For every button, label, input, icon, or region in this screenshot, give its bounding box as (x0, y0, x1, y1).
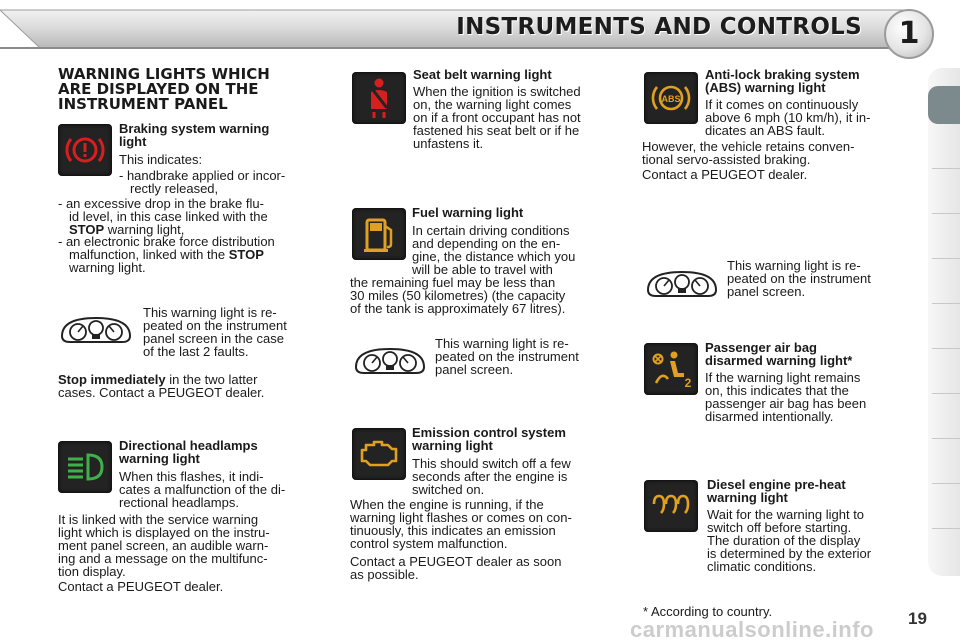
diesel-body (707, 508, 903, 573)
abs-body (705, 98, 903, 137)
abs-repeat-line: peated on the instrument (727, 271, 871, 286)
page-number: 19 (908, 609, 927, 628)
fuel-body-line: and depending on the en- (412, 236, 561, 251)
seatbelt-body (413, 85, 581, 150)
fuel-repeat-line: panel screen. (435, 362, 514, 377)
section-heading-line: WARNING LIGHTS WHICH (58, 65, 270, 83)
chapter-number: 1 (884, 9, 934, 59)
fuel-body-line: In certain driving conditions (412, 223, 570, 238)
fuel-body-line: will be able to travel with (412, 262, 553, 277)
emission-contact-line: Contact a PEUGEOT dealer as soon (350, 554, 562, 569)
emission-para-line: When the engine is running, if the (350, 497, 544, 512)
headlamps-body-line: When this flashes, it indi- (119, 469, 264, 484)
chapter-tab-divider (932, 303, 960, 304)
diesel-body-line: switch off before starting. (707, 520, 852, 535)
braking-title-line: light (119, 134, 147, 149)
chapter-tab-divider (932, 483, 960, 484)
fuel-paragraph (350, 276, 565, 315)
emission-para-line: warning light flashes or comes on con- (350, 510, 572, 525)
abs-repeat-note (727, 259, 903, 298)
braking-repeat-line: peated on the instrument (143, 318, 287, 333)
chapter-tab-divider (932, 438, 960, 439)
emission-body-line: This should switch off a few (412, 456, 571, 471)
stop-label: STOP (69, 222, 105, 237)
brake-warning-icon (58, 124, 112, 176)
airbag-body-line: disarmed intentionally. (705, 409, 834, 424)
page-header (0, 0, 960, 60)
fuel-para-line: 30 miles (50 kilometres) (the capacity (350, 288, 566, 303)
headlamps-para-line: ment panel screen, an audible warn- (58, 538, 269, 553)
braking-repeat-line: This warning light is re- (143, 305, 277, 320)
chapter-tabs[interactable] (928, 68, 960, 576)
emission-paragraph (350, 498, 572, 550)
abs-title-line: Anti-lock braking system (705, 67, 860, 82)
braking-item-line: malfunction, linked with the (69, 247, 229, 262)
braking-item-line: rectly released, (130, 181, 219, 196)
chapter-tab-divider (932, 168, 960, 169)
active-chapter-tab[interactable] (928, 86, 960, 124)
fuel-repeat-line: This warning light is re- (435, 336, 569, 351)
svg-text:2: 2 (684, 376, 692, 390)
emission-title-line: Emission control system (412, 425, 566, 440)
section-heading-line: ARE DISPLAYED ON THE (58, 80, 259, 98)
chapter-tab-divider (932, 258, 960, 259)
diesel-body-line: is determined by the exterior (707, 546, 872, 561)
abs-repeat-line: panel screen. (727, 284, 806, 299)
braking-repeat-line: of the last 2 faults. (143, 344, 249, 359)
headlamps-body-line: rectional headlamps. (119, 495, 239, 510)
braking-item-line: - an electronic brake force distribution (58, 234, 275, 249)
headlamps-contact: Contact a PEUGEOT dealer. (58, 579, 224, 594)
svg-text:ABS: ABS (661, 94, 681, 104)
diesel-title (707, 478, 846, 504)
seatbelt-body-line: fastened his seat belt or if he (413, 123, 580, 138)
section-heading-line: INSTRUMENT PANEL (58, 95, 228, 113)
airbag-title-line: disarmed warning light* (705, 353, 853, 368)
diesel-body-line: climatic conditions. (707, 559, 817, 574)
fuel-para-line: of the tank is approximately 67 litres). (350, 301, 566, 316)
abs-body-line: above 6 mph (10 km/h), it in- (705, 110, 871, 125)
headlamps-title-line: warning light (119, 451, 200, 466)
chapter-tab-divider (932, 348, 960, 349)
instrument-panel-screen-icon (60, 314, 132, 346)
chapter-tab-divider (932, 393, 960, 394)
page-title: INSTRUMENTS AND CONTROLS (456, 14, 862, 40)
instrument-panel-screen-icon (354, 345, 426, 377)
abs-paragraph (642, 140, 854, 166)
headlamps-para-line: It is linked with the service warning (58, 512, 259, 527)
emission-para-line: control system malfunction. (350, 536, 508, 551)
stop-immediately-text: cases. Contact a PEUGEOT dealer. (58, 385, 265, 400)
braking-item-line: warning light, (104, 222, 185, 237)
abs-body-line: dicates an ABS fault. (705, 123, 825, 138)
airbag-body-line: on, this indicates that the (705, 383, 849, 398)
directional-headlamps-icon (58, 441, 112, 493)
fuel-body (412, 224, 610, 276)
abs-para-line: tional servo-assisted braking. (642, 152, 811, 167)
seatbelt-body-line: unfastens it. (413, 136, 484, 151)
chapter-tab-divider (932, 528, 960, 529)
braking-item-line: warning light. (69, 260, 146, 275)
stop-immediately-text: in the two latter (165, 372, 258, 387)
abs-contact: Contact a PEUGEOT dealer. (642, 167, 808, 182)
emission-body-line: seconds after the engine is (412, 469, 568, 484)
fuel-title: Fuel warning light (412, 205, 524, 220)
braking-item-line: - an excessive drop in the brake flu- (58, 196, 264, 211)
airbag-title (705, 341, 852, 367)
fuel-body-line: gine, the distance which you (412, 249, 576, 264)
headlamps-para-line: ing and a message on the multifunc- (58, 551, 268, 566)
headlamps-para-line: tion display. (58, 564, 126, 579)
fuel-para-line: the remaining fuel may be less than (350, 275, 556, 290)
abs-title-line: (ABS) warning light (705, 80, 826, 95)
airbag-title-line: Passenger air bag (705, 340, 817, 355)
fuel-repeat-line: peated on the instrument (435, 349, 579, 364)
diesel-body-line: The duration of the display (707, 533, 861, 548)
headlamps-body (119, 470, 319, 509)
stop-label: STOP (228, 247, 264, 262)
abs-repeat-line: This warning light is re- (727, 258, 861, 273)
headlamps-body-line: cates a malfunction of the di- (119, 482, 286, 497)
braking-title (119, 122, 269, 148)
seatbelt-body-line: When the ignition is switched (413, 84, 581, 99)
passenger-airbag-disarmed-icon (644, 343, 698, 395)
seat-belt-warning-icon (352, 72, 406, 124)
engine-emission-icon (352, 428, 406, 480)
braking-repeat-note (143, 306, 319, 358)
abs-para-line: However, the vehicle retains conven- (642, 139, 855, 154)
airbag-body (705, 371, 903, 423)
abs-body-line: If it comes on continuously (705, 97, 859, 112)
braking-intro: This indicates: (119, 152, 203, 167)
headlamps-paragraph (58, 513, 270, 578)
chapter-tab-divider (932, 213, 960, 214)
seatbelt-body-line: on if a front occupant has not (413, 110, 581, 125)
emission-title (412, 426, 566, 452)
braking-item-line: - handbrake applied or incor- (119, 168, 286, 183)
emission-title-line: warning light (412, 438, 493, 453)
emission-para-line: tinuously, this indicates an emission (350, 523, 556, 538)
footnote: * According to country. (643, 604, 773, 619)
diesel-preheat-icon (644, 480, 698, 532)
headlamps-title-line: Directional headlamps (119, 438, 258, 453)
section-heading (58, 67, 308, 112)
diesel-title-line: Diesel engine pre-heat (707, 477, 846, 492)
instrument-panel-screen-icon (646, 268, 718, 300)
fuel-warning-icon (352, 208, 406, 260)
braking-title-line: Braking system warning (119, 121, 270, 136)
emission-contact-line: as possible. (350, 567, 419, 582)
headlamps-title (119, 439, 258, 465)
emission-body (412, 457, 610, 496)
braking-item-electronic (58, 235, 275, 274)
emission-contact (350, 555, 561, 581)
braking-repeat-line: panel screen in the case (143, 331, 284, 346)
stop-immediately-label: Stop immediately (58, 372, 166, 387)
braking-item-fluid (58, 197, 268, 236)
seatbelt-body-line: on, the warning light comes (413, 97, 572, 112)
abs-title (705, 68, 860, 94)
headlamps-para-line: light which is displayed on the instru- (58, 525, 270, 540)
fuel-repeat-note (435, 337, 611, 376)
diesel-title-line: warning light (707, 490, 788, 505)
seatbelt-title: Seat belt warning light (413, 67, 552, 82)
diesel-body-line: Wait for the warning light to (707, 507, 865, 522)
stop-immediately-note (58, 373, 264, 399)
airbag-body-line: If the warning light remains (705, 370, 861, 385)
emission-body-line: switched on. (412, 482, 485, 497)
abs-warning-icon (644, 72, 698, 124)
braking-item-line: id level, in this case linked with the (69, 209, 268, 224)
watermark: carmanualsonline.info (630, 617, 874, 640)
braking-item-handbrake (119, 169, 285, 195)
airbag-body-line: passenger air bag has been (705, 396, 867, 411)
